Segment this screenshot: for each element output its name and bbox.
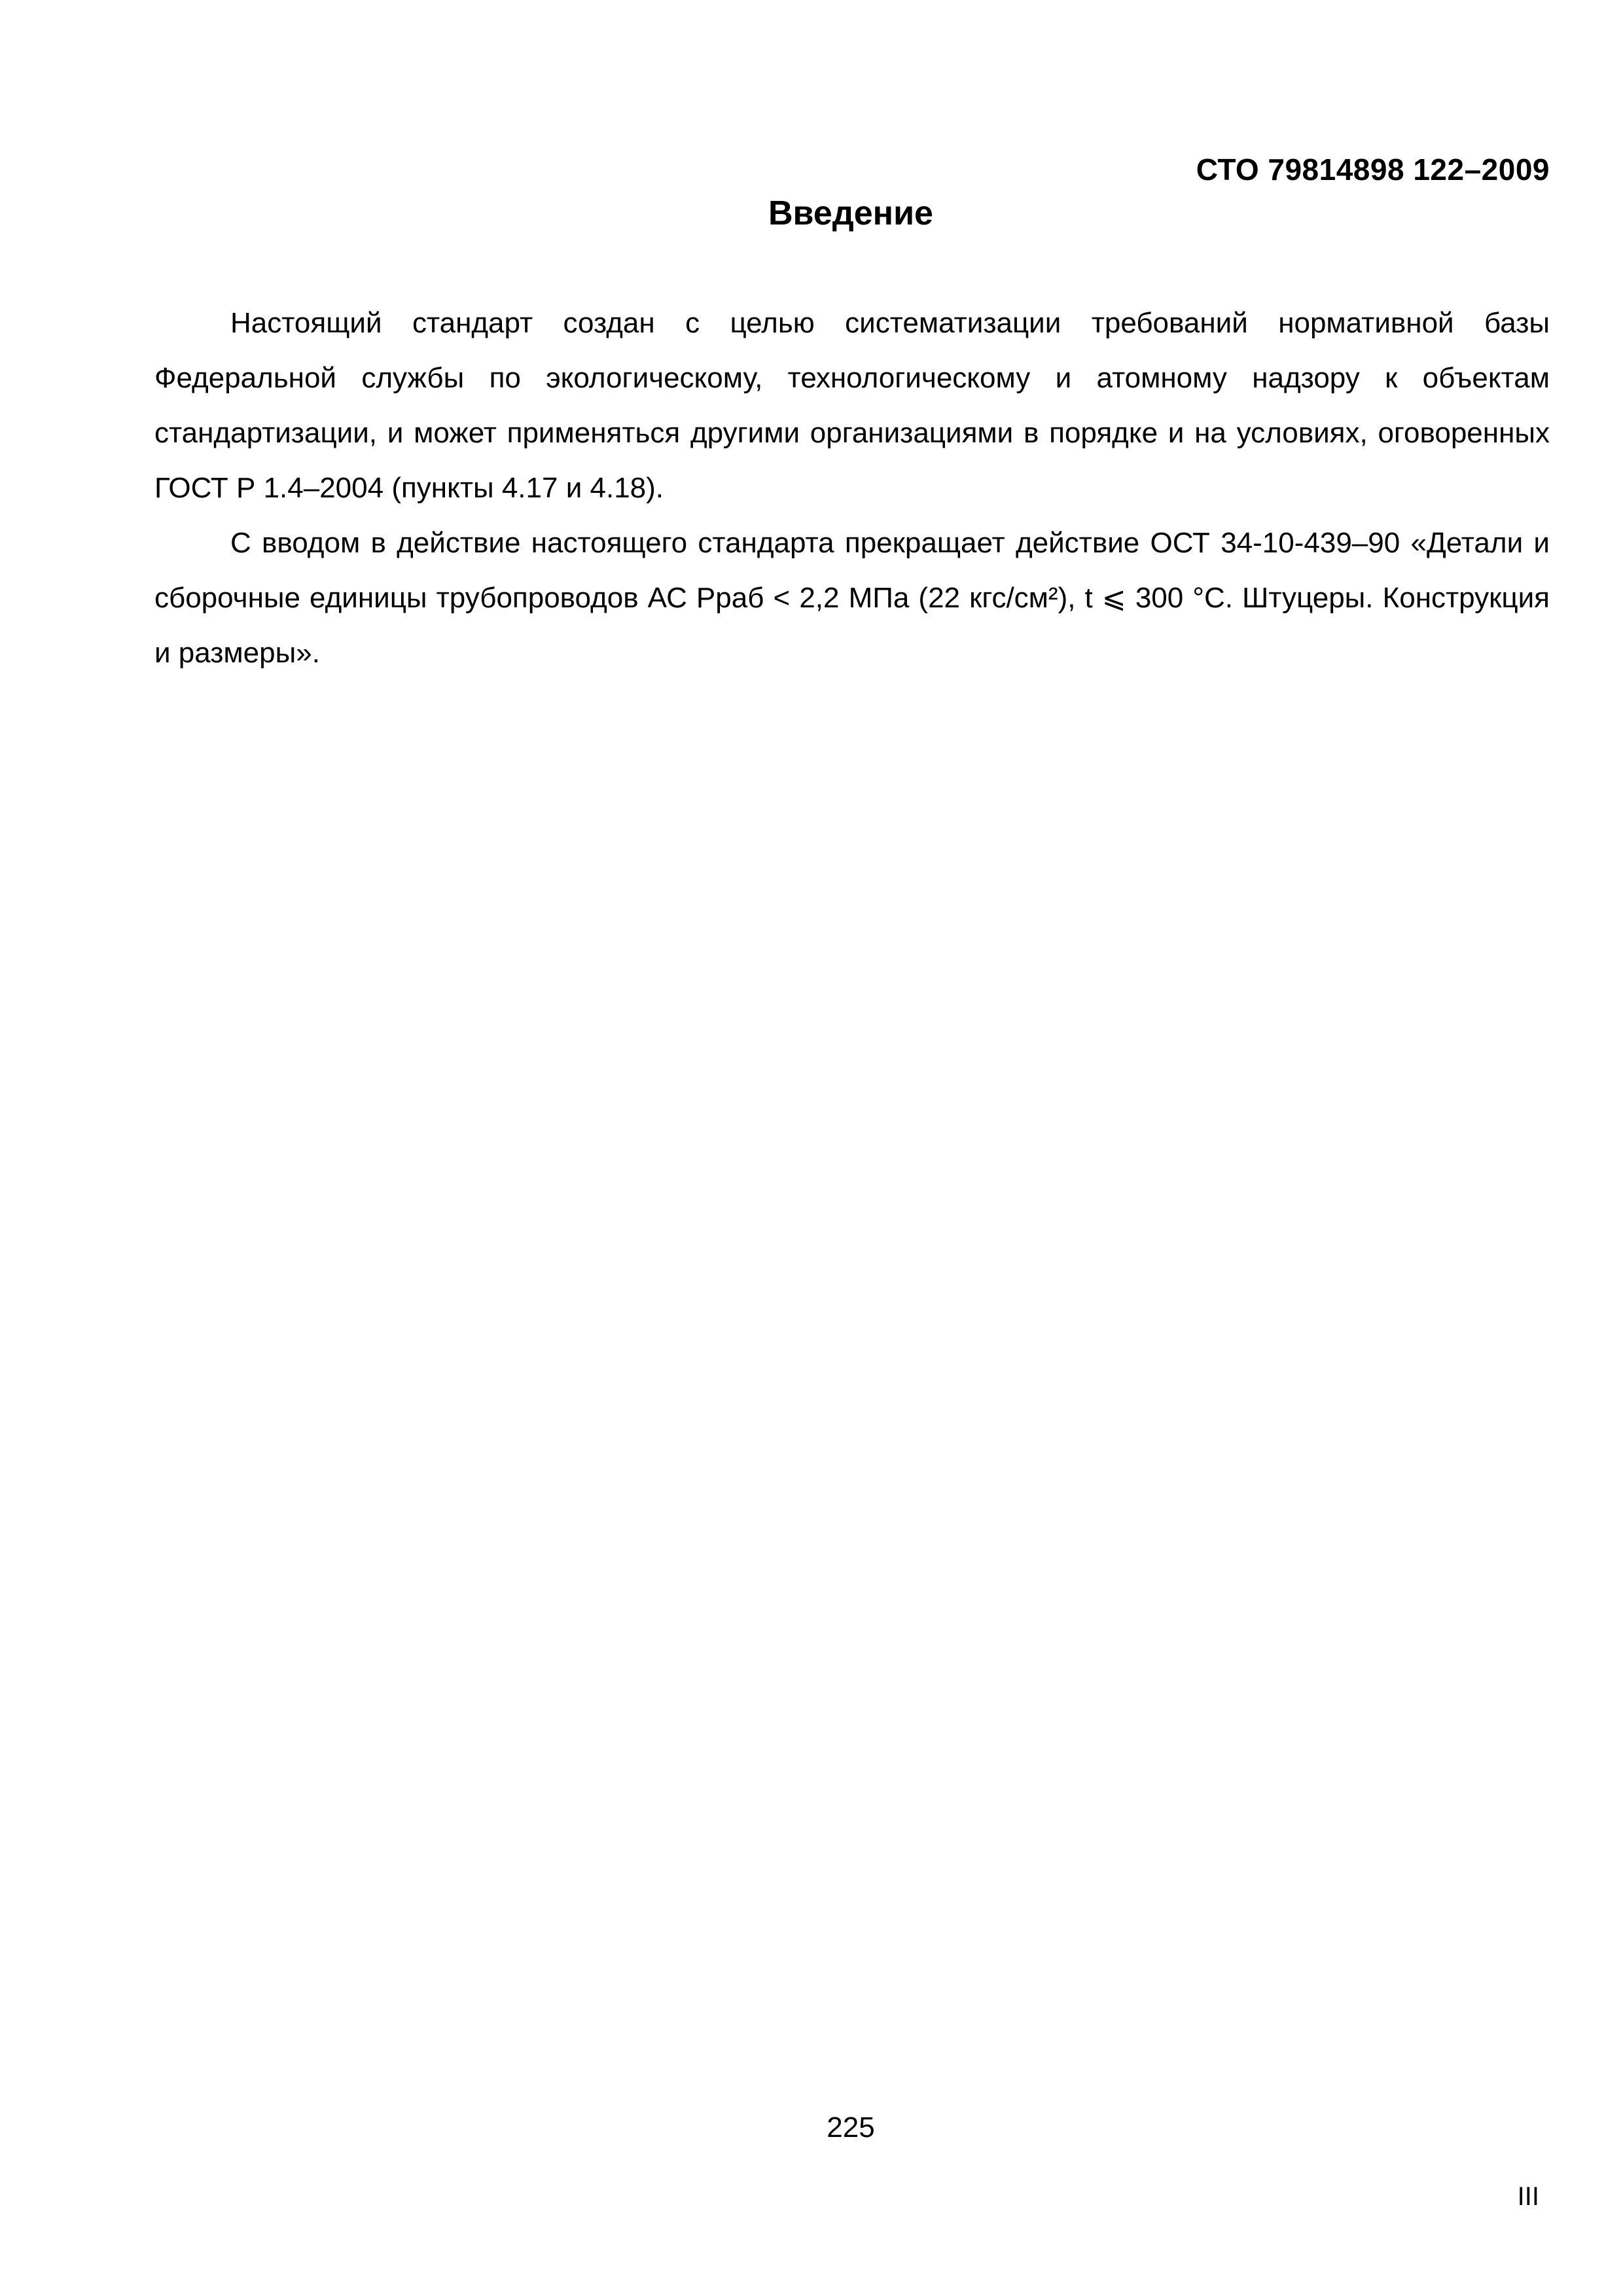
page-number: 225 <box>827 2111 875 2144</box>
body-text <box>154 296 1550 681</box>
roman-page-number: III <box>1517 2182 1539 2211</box>
paragraph-replacement-notice: С вводом в действие настоящего стандарта прекращает действие ОСТ 34-10-439–90 «Детали и сборочные единицы трубопроводов АС Рраб < 2,2 МПа (22 кгс/см²), t ⩽ 300 °С. Штуцеры. Конструкция и размеры». <box>154 527 1550 669</box>
section-title: Введение <box>768 194 933 232</box>
document-code: СТО 79814898 122–2009 <box>1196 152 1550 187</box>
paragraph-introduction: Настоящий стандарт создан с целью систематизации требований нормативной базы Федеральной службы по экологическому, технологическому и атомному надзору к объектам стандартизации, и может применяться другими организациями в порядке и на условиях, оговоренных ГОСТ Р 1.4–2004 (пункты 4.17 и 4.18). <box>154 307 1550 504</box>
